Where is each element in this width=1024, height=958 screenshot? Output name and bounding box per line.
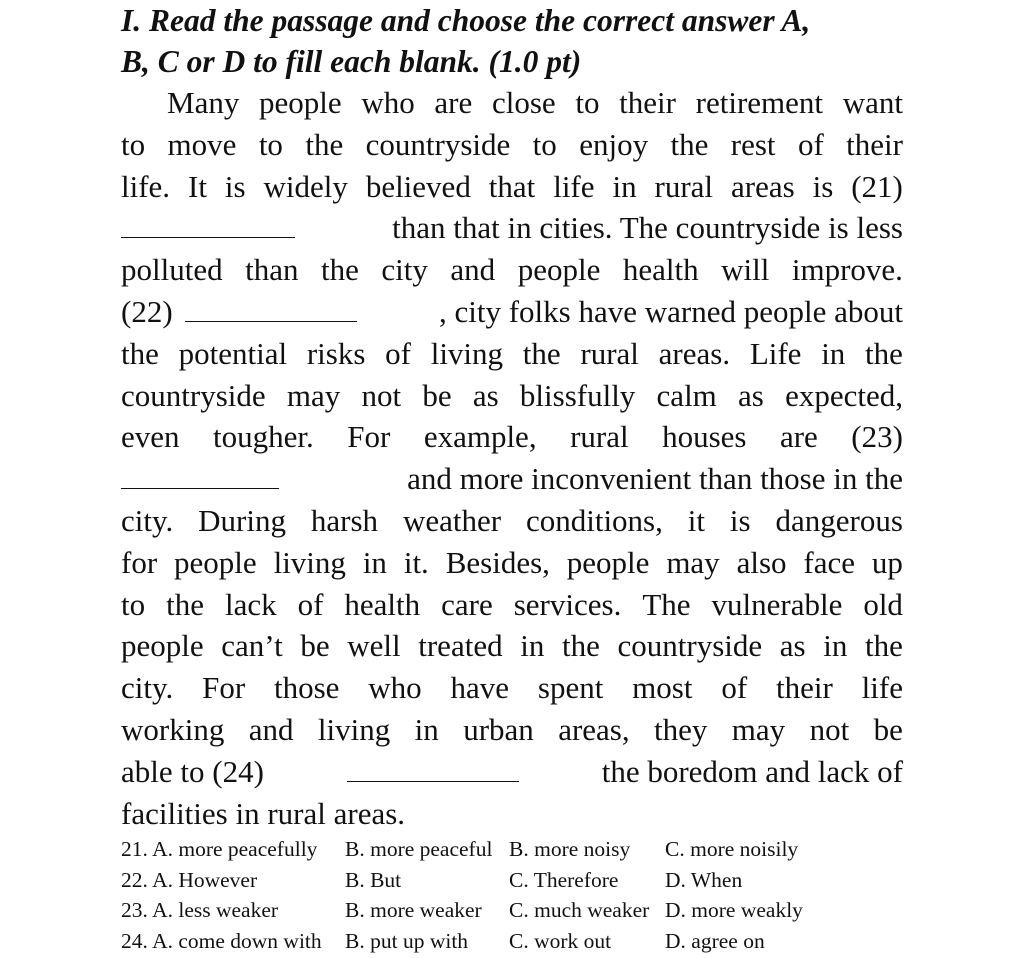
word: vulnerable bbox=[711, 586, 843, 622]
blank-24[interactable] bbox=[347, 759, 519, 782]
word: city bbox=[381, 252, 428, 288]
word: their bbox=[846, 126, 903, 162]
document-page bbox=[121, 0, 903, 834]
option-b[interactable]: B. But bbox=[345, 867, 402, 892]
word: and bbox=[248, 711, 294, 747]
word: During bbox=[198, 502, 286, 538]
word: people bbox=[259, 85, 342, 120]
word: also bbox=[736, 544, 787, 580]
word: their bbox=[619, 85, 676, 120]
word: in bbox=[612, 168, 637, 204]
word: may bbox=[286, 377, 341, 413]
word: the bbox=[561, 628, 600, 664]
word: is bbox=[729, 502, 751, 538]
word: working bbox=[121, 711, 225, 747]
option-a[interactable]: 22. A. However bbox=[121, 867, 258, 892]
option-d[interactable]: D. When bbox=[665, 867, 743, 892]
word: rest bbox=[730, 126, 776, 162]
word: old bbox=[863, 586, 903, 622]
word: than bbox=[245, 252, 299, 288]
heading-line-2: B, C or D to fill each blank. (1.0 pt) bbox=[121, 44, 582, 79]
word: treated bbox=[418, 628, 503, 664]
passage-line: facilities in rural areas. bbox=[121, 795, 406, 831]
word: is bbox=[224, 168, 246, 204]
word: living bbox=[273, 544, 346, 580]
option-c[interactable]: C. much weaker bbox=[509, 898, 650, 922]
option-d[interactable]: D. agree on bbox=[665, 928, 765, 953]
word: will bbox=[721, 252, 770, 288]
word: face bbox=[803, 544, 856, 580]
word: of bbox=[721, 670, 748, 706]
word: The bbox=[642, 586, 691, 622]
word: Many bbox=[167, 85, 240, 120]
word: areas, bbox=[558, 711, 630, 747]
word: health bbox=[622, 252, 699, 288]
passage-line bbox=[121, 709, 903, 751]
option-d[interactable]: D. more weakly bbox=[665, 898, 803, 922]
word: of bbox=[297, 586, 324, 622]
word: life. bbox=[121, 168, 171, 204]
word: the bbox=[670, 126, 709, 162]
word: For bbox=[347, 419, 391, 455]
word: as bbox=[779, 628, 806, 664]
word: who bbox=[361, 85, 415, 120]
word: the bbox=[305, 126, 344, 162]
word: city. bbox=[121, 502, 174, 538]
word: (23) bbox=[851, 419, 903, 455]
word: to bbox=[121, 586, 146, 622]
word: in bbox=[520, 628, 545, 664]
blank-21[interactable] bbox=[121, 215, 295, 238]
option-c[interactable]: B. more noisy bbox=[509, 837, 631, 861]
word: be bbox=[873, 711, 903, 747]
word: areas. bbox=[658, 335, 731, 371]
word: of bbox=[385, 335, 411, 371]
word: not bbox=[361, 377, 402, 413]
word: Besides, bbox=[445, 544, 550, 580]
word: dangerous bbox=[775, 502, 903, 538]
word: potential bbox=[178, 335, 288, 371]
passage-line bbox=[121, 500, 903, 542]
word: life bbox=[861, 670, 903, 706]
word: close bbox=[491, 85, 556, 120]
word: (21) bbox=[851, 168, 903, 204]
word: their bbox=[775, 670, 833, 706]
passage-line bbox=[121, 333, 903, 375]
word: living bbox=[430, 335, 504, 371]
word: it. bbox=[403, 544, 429, 580]
word: in bbox=[823, 628, 848, 664]
word: well bbox=[347, 628, 401, 664]
word: who bbox=[368, 670, 422, 706]
passage-text: , city folks have warned people about bbox=[439, 293, 903, 329]
word: are bbox=[434, 85, 473, 120]
reading-passage bbox=[121, 82, 903, 834]
word: they bbox=[654, 711, 708, 747]
word: move bbox=[167, 126, 237, 162]
word: as bbox=[472, 377, 499, 413]
passage-line bbox=[121, 751, 903, 793]
word: up bbox=[871, 544, 903, 580]
word: the bbox=[865, 628, 903, 664]
option-a[interactable]: 21. A. more peacefully bbox=[121, 837, 318, 861]
blank-23[interactable] bbox=[121, 466, 279, 489]
passage-line bbox=[121, 249, 903, 291]
word: in bbox=[821, 335, 846, 371]
word: countryside bbox=[617, 628, 763, 664]
word: rural bbox=[580, 335, 639, 371]
word: the bbox=[522, 335, 561, 371]
heading-line-1: I. Read the passage and choose the correct answer A, bbox=[121, 3, 811, 38]
word: retirement bbox=[695, 85, 824, 120]
word: countryside bbox=[365, 126, 511, 162]
word: not bbox=[809, 711, 850, 747]
passage-line bbox=[121, 584, 903, 626]
option-b[interactable]: B. more weaker bbox=[345, 898, 482, 922]
blank-22[interactable] bbox=[185, 299, 357, 322]
option-b[interactable]: B. more peaceful bbox=[345, 837, 493, 861]
passage-line bbox=[121, 124, 903, 166]
option-b[interactable]: B. put up with bbox=[345, 928, 469, 953]
word: have bbox=[450, 670, 510, 706]
word: it bbox=[687, 502, 706, 538]
passage-line bbox=[121, 458, 903, 500]
word: example, bbox=[423, 419, 537, 455]
word: people bbox=[121, 628, 204, 664]
word: weather bbox=[402, 502, 502, 538]
word: may bbox=[731, 711, 786, 747]
passage-line bbox=[121, 667, 903, 709]
word: blissfully bbox=[519, 377, 636, 413]
word: the bbox=[321, 252, 359, 288]
word: health bbox=[344, 586, 421, 622]
word: people bbox=[566, 544, 650, 580]
word: of bbox=[797, 126, 824, 162]
word: city. bbox=[121, 670, 174, 706]
word: that bbox=[488, 168, 536, 204]
option-a[interactable]: 24. A. come down with bbox=[121, 928, 322, 953]
passage-line bbox=[121, 82, 903, 124]
word: calm bbox=[656, 377, 717, 413]
passage-line bbox=[121, 416, 903, 458]
word: as bbox=[738, 377, 764, 413]
word: to bbox=[258, 126, 283, 162]
word: rural bbox=[570, 419, 629, 455]
word: even bbox=[121, 419, 180, 455]
word: rural bbox=[654, 168, 714, 204]
word: the bbox=[865, 335, 903, 371]
word: harsh bbox=[310, 502, 379, 538]
word: for bbox=[121, 544, 158, 580]
word: to bbox=[532, 126, 557, 162]
word: most bbox=[632, 670, 693, 706]
word: countryside bbox=[121, 377, 266, 413]
word: can’t bbox=[221, 628, 283, 664]
word: expected, bbox=[785, 377, 903, 413]
passage-text: (22) bbox=[121, 293, 173, 329]
word: are bbox=[779, 419, 818, 455]
word: urban bbox=[463, 711, 534, 747]
word: be bbox=[422, 377, 452, 413]
passage-line bbox=[121, 207, 903, 249]
word: the bbox=[121, 335, 159, 371]
word: areas bbox=[730, 168, 795, 204]
word: living bbox=[317, 711, 391, 747]
option-c[interactable]: C. work out bbox=[509, 928, 612, 953]
passage-line bbox=[121, 542, 903, 584]
word: may bbox=[666, 544, 720, 580]
word: life bbox=[553, 168, 595, 204]
word: to bbox=[121, 126, 146, 162]
option-a[interactable]: 23. A. less weaker bbox=[121, 898, 279, 922]
word: Life bbox=[749, 335, 802, 371]
word: houses bbox=[662, 419, 747, 455]
word: widely bbox=[263, 168, 348, 204]
word: in bbox=[414, 711, 439, 747]
word: care bbox=[441, 586, 493, 622]
word: It bbox=[188, 168, 207, 204]
word: and bbox=[450, 252, 496, 288]
word: conditions, bbox=[525, 502, 663, 538]
word: lack bbox=[224, 586, 277, 622]
word: improve. bbox=[791, 252, 903, 288]
passage-text: than that in cities. The countryside is less bbox=[392, 210, 903, 246]
passage-text: the boredom and lack of bbox=[601, 753, 903, 789]
option-c[interactable]: C. Therefore bbox=[509, 867, 619, 892]
word: want bbox=[842, 85, 903, 120]
word: people bbox=[174, 544, 257, 580]
word: For bbox=[202, 670, 246, 706]
passage-text: able to (24) bbox=[121, 753, 264, 789]
word: services. bbox=[513, 586, 622, 622]
word: to bbox=[575, 85, 600, 120]
word: believed bbox=[365, 168, 471, 204]
word: polluted bbox=[121, 252, 223, 288]
word: the bbox=[166, 586, 204, 622]
word: be bbox=[300, 628, 330, 664]
word: spent bbox=[537, 670, 604, 706]
word: in bbox=[362, 544, 387, 580]
option-d[interactable]: C. more noisily bbox=[665, 837, 799, 861]
word: those bbox=[274, 670, 340, 706]
passage-line bbox=[121, 375, 903, 417]
section-heading bbox=[121, 0, 903, 82]
word: risks bbox=[306, 335, 366, 371]
word: is bbox=[812, 168, 834, 204]
passage-line bbox=[121, 291, 903, 333]
word: tougher. bbox=[213, 419, 314, 455]
passage-line bbox=[121, 625, 903, 667]
word: people bbox=[517, 252, 601, 288]
word: enjoy bbox=[579, 126, 649, 162]
passage-text: and more inconvenient than those in the bbox=[407, 461, 903, 497]
passage-line bbox=[121, 166, 903, 208]
